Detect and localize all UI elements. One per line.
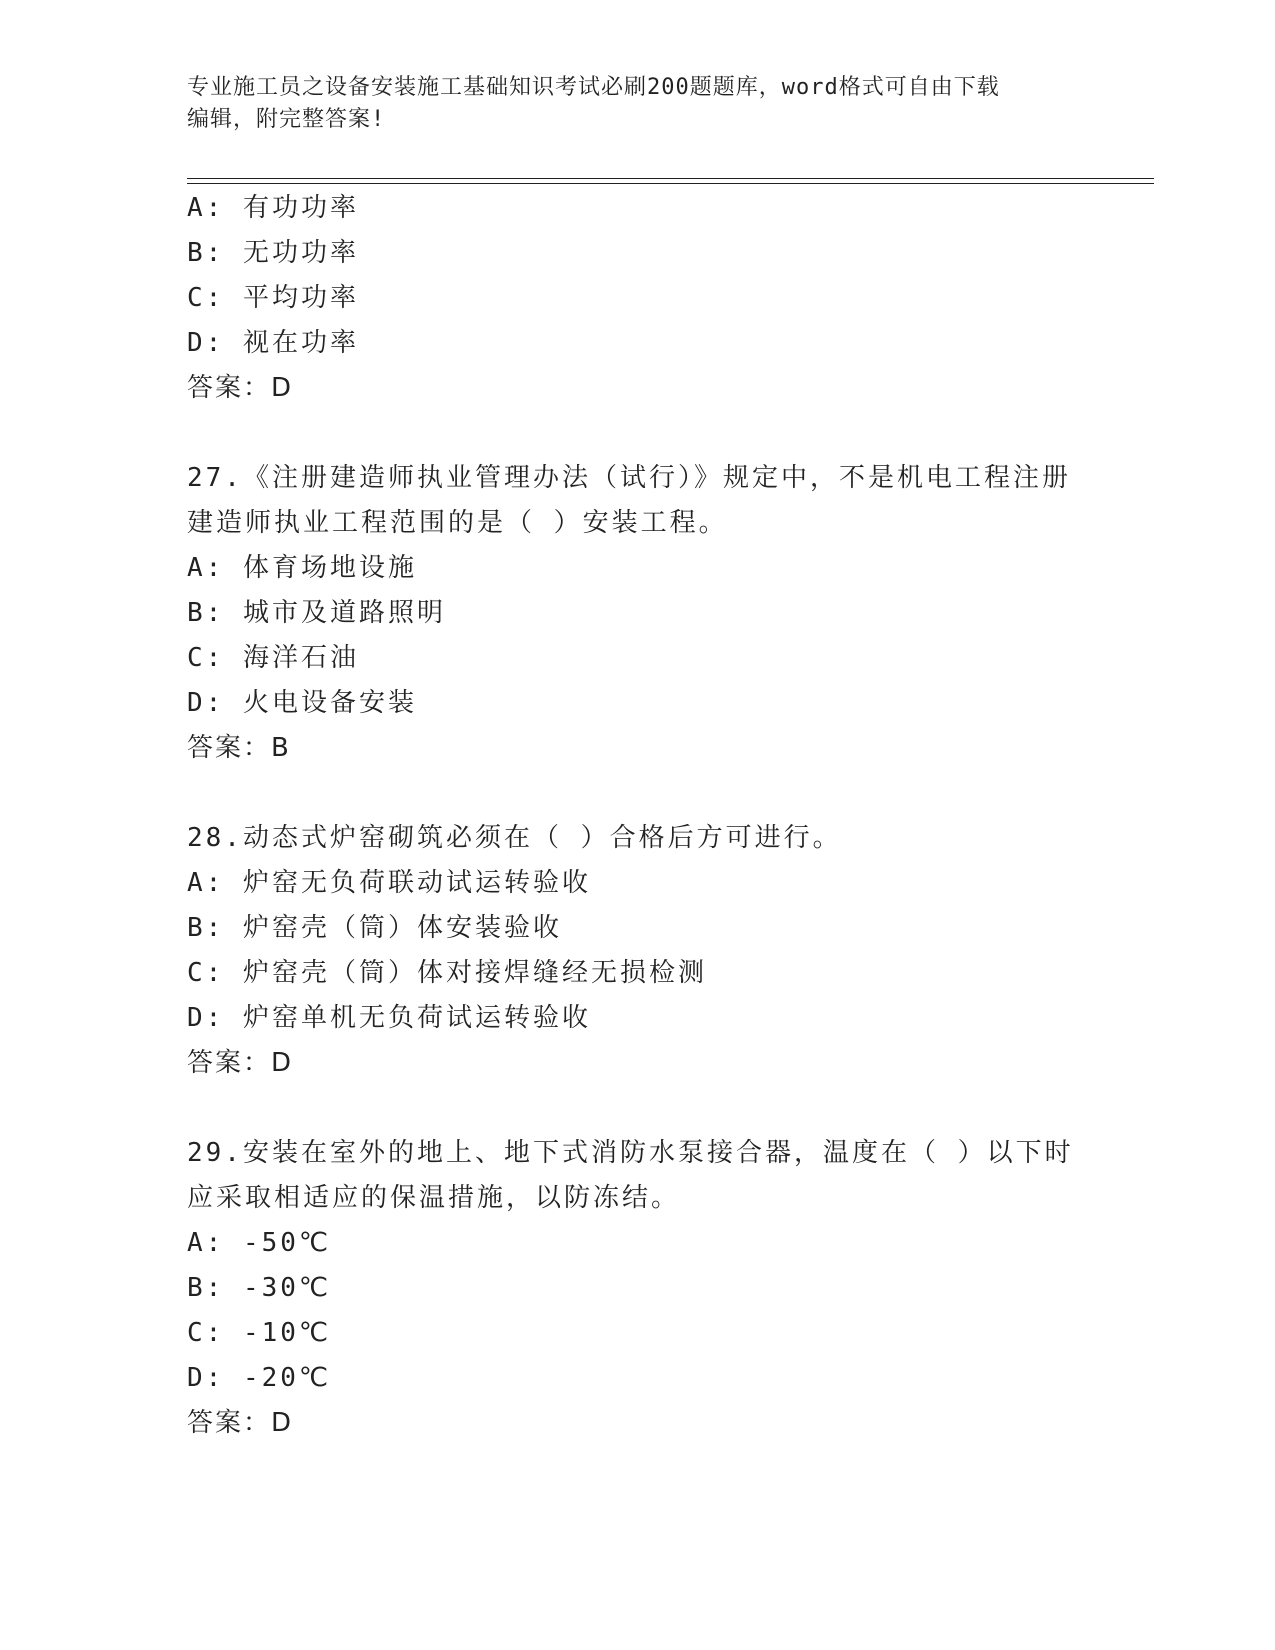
header-divider-bottom [187, 183, 1154, 184]
q29-option-d: D: -20℃ [187, 1363, 332, 1393]
q26-option-c: C: 平均功率 [187, 283, 359, 313]
q29-option-b: B: -30℃ [187, 1273, 332, 1303]
q28-option-b: B: 炉窑壳（筒）体安装验收 [187, 913, 562, 943]
header-title-line-2: 编辑，附完整答案! [187, 107, 386, 132]
q29-option-a: A: -50℃ [187, 1228, 332, 1258]
q28-option-c: C: 炉窑壳（筒）体对接焊缝经无损检测 [187, 958, 707, 988]
document-header [187, 72, 1067, 136]
q29-option-c: C: -10℃ [187, 1318, 332, 1348]
q28-option-d: D: 炉窑单机无负荷试运转验收 [187, 1003, 591, 1033]
q28-option-a: A: 炉窑无负荷联动试运转验收 [187, 868, 591, 898]
q29-answer: 答案：D [187, 1408, 294, 1438]
q27-option-d: D: 火电设备安装 [187, 688, 417, 718]
q29-stem-line-2: 应采取相适应的保温措施，以防冻结。 [187, 1183, 681, 1213]
q27-option-a: A: 体育场地设施 [187, 553, 417, 583]
q26-option-d: D: 视在功率 [187, 328, 359, 358]
q27-answer: 答案：B [187, 733, 291, 763]
q27-stem-line-1: 27.《注册建造师执业管理办法（试行）》规定中，不是机电工程注册 [187, 463, 1071, 493]
q28-stem-line-1: 28.动态式炉窑砌筑必须在（ ）合格后方可进行。 [187, 823, 842, 853]
q28-answer: 答案：D [187, 1048, 294, 1078]
q26-option-b: B: 无功功率 [187, 238, 359, 268]
q26-answer: 答案：D [187, 373, 294, 403]
q27-option-c: C: 海洋石油 [187, 643, 359, 673]
q27-option-b: B: 城市及道路照明 [187, 598, 446, 628]
q27-stem-line-2: 建造师执业工程范围的是（ ）安装工程。 [187, 508, 728, 538]
header-title-line-1: 专业施工员之设备安装施工基础知识考试必刷200题题库，word格式可自由下载 [187, 75, 1000, 100]
q26-option-a: A: 有功功率 [187, 193, 359, 223]
q29-stem-line-1: 29.安装在室外的地上、地下式消防水泵接合器，温度在（ ）以下时 [187, 1138, 1074, 1168]
header-divider-top [187, 178, 1154, 179]
